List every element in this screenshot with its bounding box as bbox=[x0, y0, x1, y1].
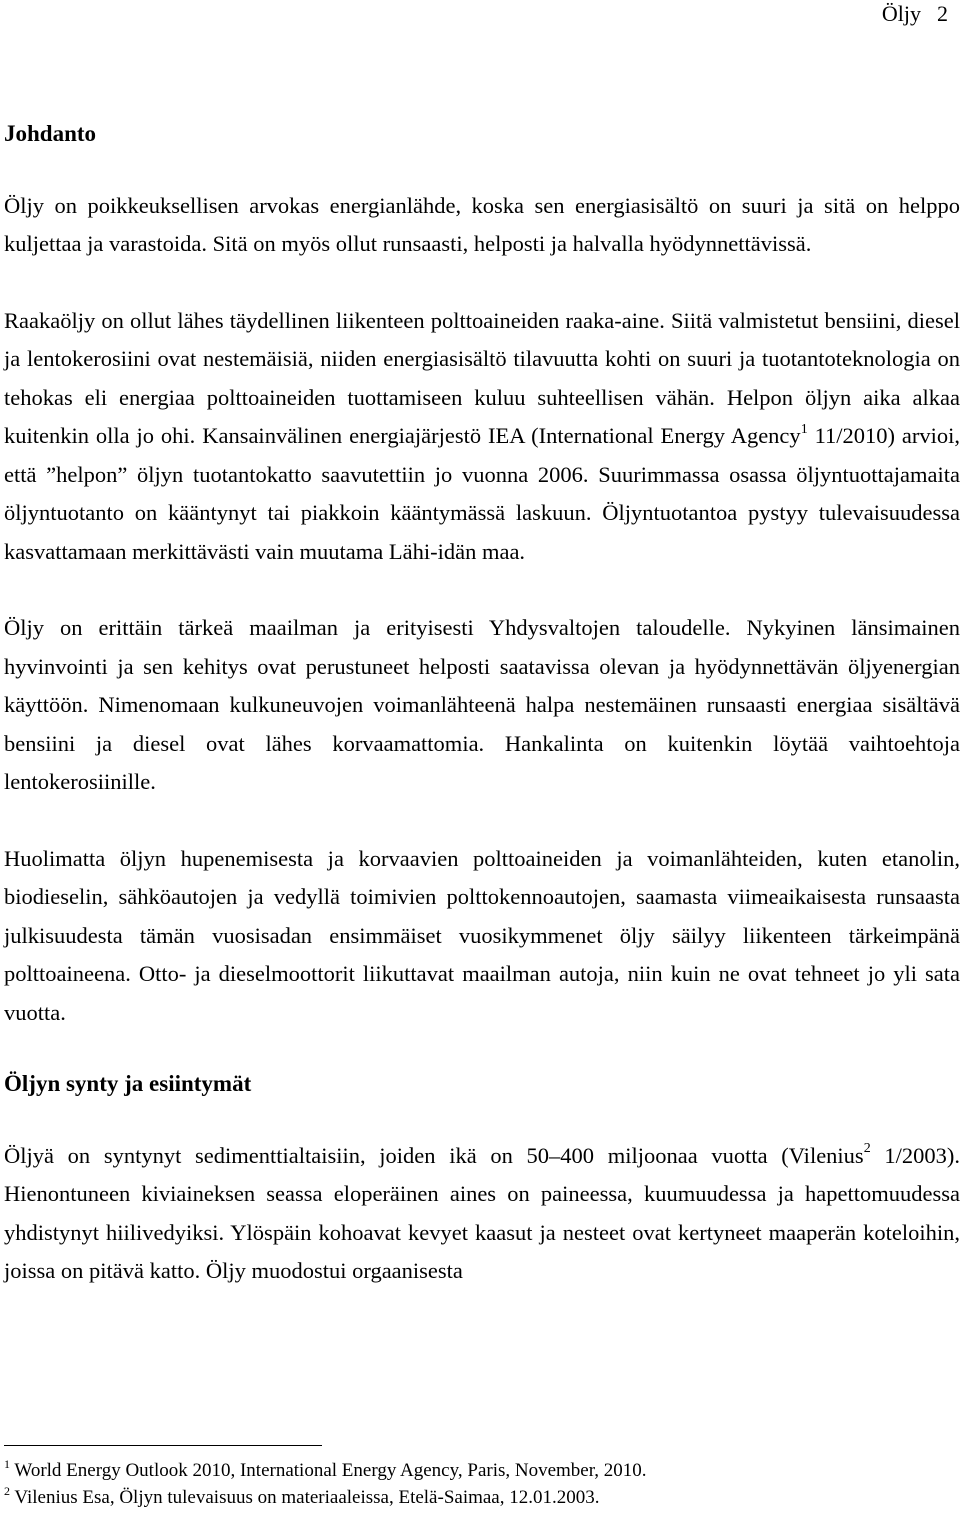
intro-paragraph-2-part-a: Raakaöljy on ollut lähes täydellinen liikenteen polttoaineiden raaka-aine. Siitä valmistetut bensiini, diesel ja lentokerosiini ovat nestemäisiä, niiden energiasisältö tilavuutta kohti on suuri ja tuotantoteknologia on tehokas eli energiaa polttoaineiden tuottamiseen kuluu suhteellisen vähän. Helpon öljyn aika alkaa kuitenkin olla jo ohi. Kansainvälinen energiajärjestö IEA (International Energy Agency bbox=[4, 307, 960, 448]
header-title: Öljy bbox=[881, 1, 921, 26]
footnote-ref-1: 1 bbox=[800, 421, 808, 437]
origin-paragraph-1-part-a: Öljyä on syntynyt sedimenttialtaisiin, joiden ikä on 50–400 miljoonaa vuotta (Vilenius bbox=[4, 1142, 864, 1168]
intro-paragraph-2 bbox=[4, 302, 960, 572]
section-heading-origin: Öljyn synty ja esiintymät bbox=[4, 1071, 252, 1096]
footnotes bbox=[4, 1457, 647, 1511]
footnote-2 bbox=[4, 1484, 647, 1511]
page-number: 2 bbox=[937, 1, 948, 26]
intro-paragraph-2-part-b: 11/2010) arvioi, että ”helpon” öljyn tuotantokatto saavutettiin jo vuonna 2006. Suurimmassa osassa öljyntuottajamaita öljyntuotanto on kääntynyt tai piakkoin kääntymässä laskuun. Öljyntuotantoa pystyy tulevaisuudessa kasvattamaan merkittävästi vain muutama Lähi-idän maa. bbox=[4, 423, 960, 564]
intro-paragraph-1: Öljy on poikkeuksellisen arvokas energianlähde, koska sen energiasisältö on suuri ja sitä on helppo kuljettaa ja varastoida. Sitä on myös ollut runsaasti, helposti ja halvalla hyödynnettävissä. bbox=[4, 192, 960, 256]
origin-paragraph-1 bbox=[4, 1137, 960, 1291]
running-header bbox=[882, 0, 948, 28]
section-heading-intro: Johdanto bbox=[4, 121, 97, 146]
footnote-2-mark: 2 bbox=[4, 1483, 10, 1498]
intro-paragraph-4: Huolimatta öljyn hupenemisesta ja korvaavien polttoaineiden ja voimanlähteiden, kuten etanolin, biodieselin, sähköautojen ja vedyllä toimivien polttokennoautojen, saamasta viimeaikaisesta runsaasta julkisuudesta tämän vuosisadan ensimmäiset vuosikymmenet öljy säilyy liikenteen tärkeimpänä polttoaineena. Otto- ja dieselmoottorit liikuttavat maailman autoja, niin kuin ne ovat tehneet jo yli sata vuotta. bbox=[4, 845, 960, 1025]
document-body bbox=[4, 115, 960, 1291]
footnote-1-mark: 1 bbox=[4, 1456, 10, 1471]
footnote-divider bbox=[4, 1445, 322, 1446]
footnote-ref-2: 2 bbox=[863, 1141, 871, 1156]
footnote-2-text: Vilenius Esa, Öljyn tulevaisuus on materiaaleissa, Etelä-Saimaa, 12.01.2003. bbox=[10, 1487, 600, 1508]
footnote-1-text: World Energy Outlook 2010, International Energy Agency, Paris, November, 2010. bbox=[10, 1460, 647, 1481]
footnote-1 bbox=[4, 1457, 647, 1484]
intro-paragraph-3: Öljy on erittäin tärkeä maailman ja erityisesti Yhdysvaltojen taloudelle. Nykyinen länsimainen hyvinvointi ja sen kehitys ovat perustuneet helposti saatavissa olevan ja hyödynnettävän öljyenergian käyttöön. Nimenomaan kulkuneuvojen voimanlähteenä halpa nestemäinen runsaasti energiaa sisältävä bensiini ja diesel ovat lähes korvaamattomia. Hankalinta on kuitenkin löytää vaihtoehtoja lentokerosiinille. bbox=[4, 615, 960, 794]
origin-paragraph-1-part-b: 1/2003). Hienontuneen kiviaineksen seassa eloperäinen aines on paineessa, kuumuudessa ja hapettomuudessa yhdistynyt hiilivedyiksi. Ylöspäin kohoavat kevyet kaasut ja nesteet ovat kertyneet maaperän koteloihin, joissa on pitävä katto. Öljy muodostui orgaanisesta bbox=[4, 1142, 960, 1283]
